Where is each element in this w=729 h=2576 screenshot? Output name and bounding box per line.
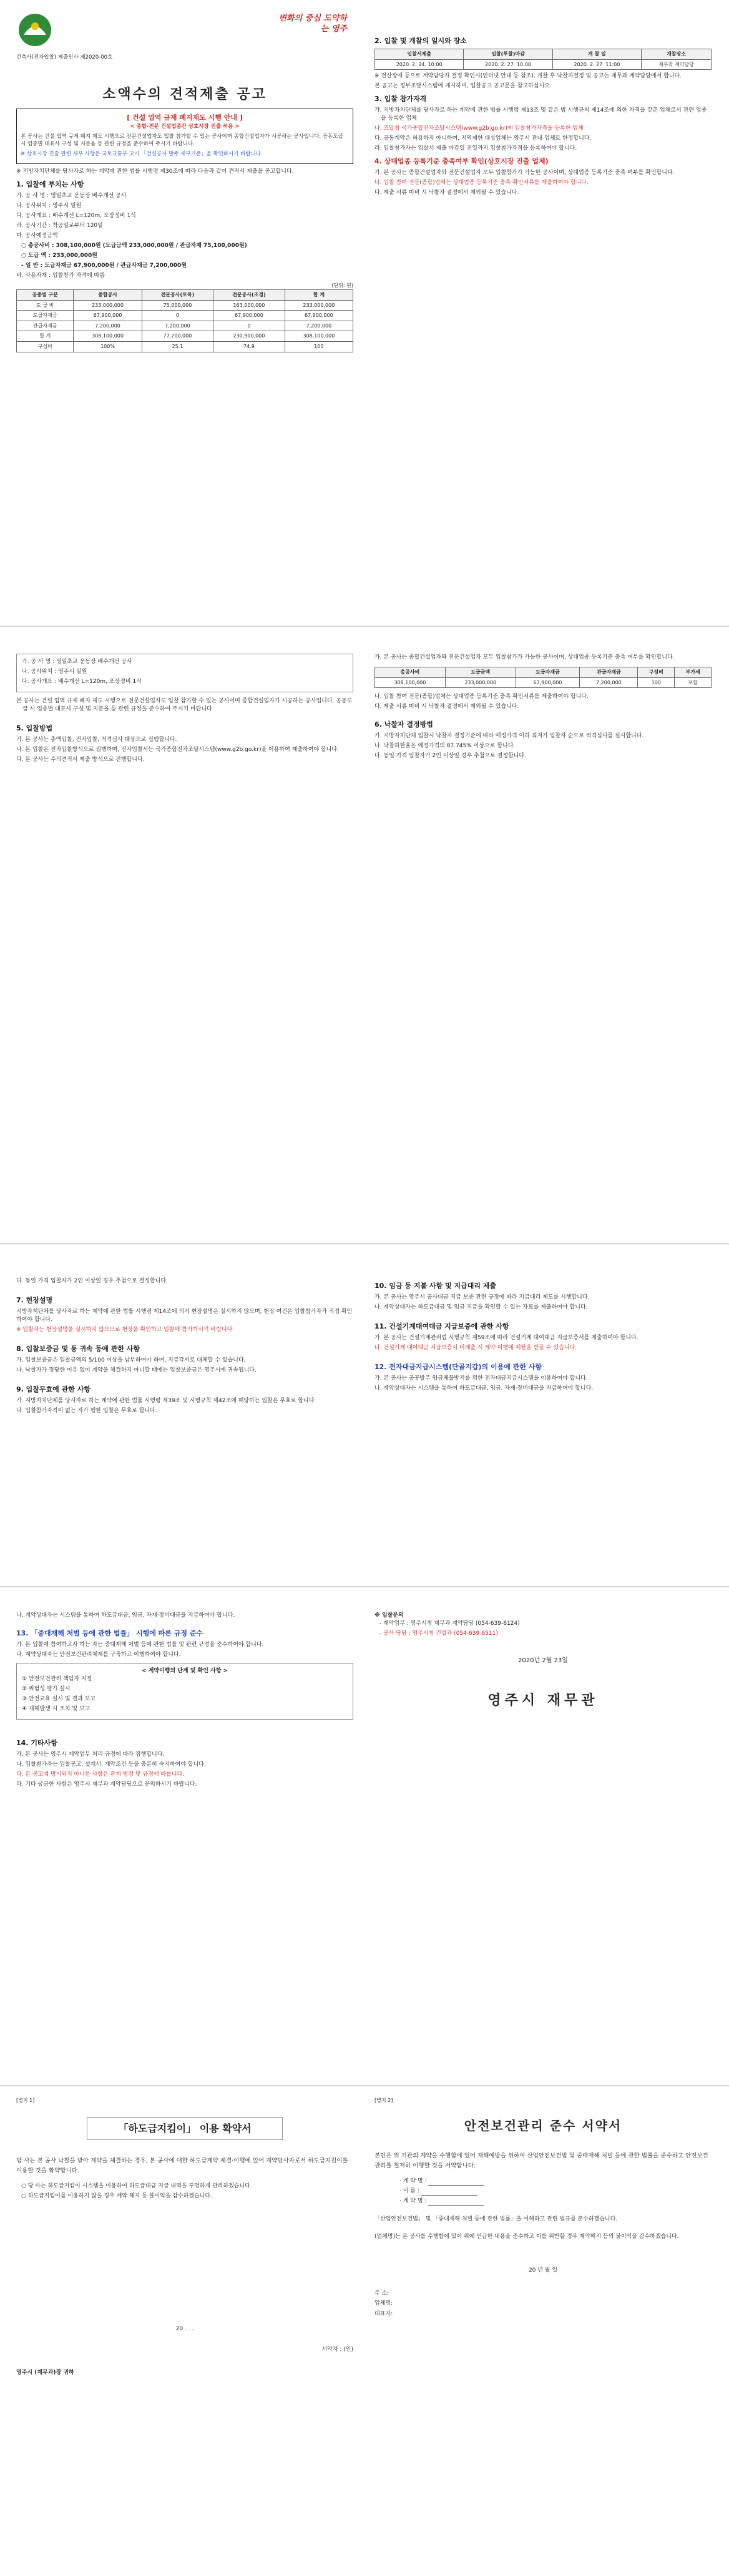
form2-title: 안전보건관리 준수 서약서 <box>464 2118 622 2133</box>
sec6-item: 가. 지방자치단체 입찰시 낙찰자 결정기준에 따라 예정가격 이하 최저가 입찰자 순으로 적격심사를 실시합니다. <box>374 733 644 740</box>
sec3-item: 다. 공동계약은 허용하지 아니하며, 지역제한 대상업체는 영주시 관내 업체로 한정합니다. <box>374 135 592 142</box>
form2-company: 업체명: <box>374 2300 393 2307</box>
form2-addr: 주 소: <box>374 2290 389 2297</box>
footer-org: 영주시 재무관 <box>487 1692 599 1708</box>
contact-item: - 계약업무 : 영주시청 재무과 계약담당 (054-639-6124) <box>379 1620 520 1627</box>
page3-right-column <box>374 1277 712 1395</box>
form1 <box>16 2097 353 2377</box>
page1-right-column <box>374 32 712 199</box>
sec1-budget-table <box>16 289 353 352</box>
table-cell: 233,000,000 <box>445 677 516 688</box>
table-cell: 관급자재금 <box>17 321 74 331</box>
sec13-box-item: ④ 재해발생 시 조치 및 보고 <box>22 1706 91 1713</box>
table-header: 개찰장소 <box>642 49 712 59</box>
table-cell: 233,000,000 <box>74 300 142 311</box>
notice-body-repeat: 본 공사는 건설 업역 규제 폐지 제도 시행으로 전문건설업자도 입찰 참가할 수 있는 공사이며 종합건설업자가 시공하는 공사입니다. 공동도급 시 업종별 대표사 구성 및 지분율 등 관련 규정을 준수하여 주시기 바랍니다. <box>16 698 353 713</box>
sec7-note: ※ 입찰자는 현장설명을 실시하지 않으므로 현장을 확인하고 입찰에 참가하시기 바랍니다. <box>16 1327 235 1334</box>
table-cell: 308,100,000 <box>375 677 446 688</box>
sec10-item: 가. 본 공사는 영주시 공사대금 지급 보증 관련 규정에 따라 지급대리 제도를 시행합니다. <box>374 1294 590 1300</box>
sec14-item: 가. 본 공사는 영주시 계약업무 처리 규정에 따라 집행합니다. <box>16 1751 165 1758</box>
sec12-item-repeat: 나. 계약상대자는 시스템을 통하여 하도급대금, 임금, 자재·장비대금을 지급하여야 합니다. <box>16 1612 235 1619</box>
form2-date: 20 년 월 일 <box>528 2267 558 2274</box>
form1-date: 20 . . . <box>175 2326 194 2333</box>
table-cell: 7,200,000 <box>285 321 353 331</box>
table-header: 합 계 <box>285 290 353 301</box>
form1-item: ○ 당 사는 하도급지킴이 시스템을 이용하여 하도급대금 지급 내역을 투명하게 관리하겠습니다. <box>21 2183 252 2190</box>
sec11-item: 가. 본 공사는 건설기계관리법 시행규칙 제59조에 따라 건설기계 대여대금 지급보증서를 제출하여야 합니다. <box>374 1334 638 1341</box>
table-header: 도급자재금 <box>516 667 580 678</box>
page2-info-box <box>16 654 353 692</box>
form2-fields <box>399 2177 712 2206</box>
form1-recipient: 영주시 (재무과)장 귀하 <box>16 2370 74 2376</box>
sec9-title: 9. 입찰무효에 관한 사항 <box>16 1385 91 1394</box>
table-cell: 2020. 2. 27. 11:00 <box>552 59 641 70</box>
table-row <box>17 311 353 321</box>
sec2-schedule-table <box>374 49 712 70</box>
notice-sub: ※ 상호시장 진출 관련 세부 사항은 국토교통부 고시 「건설공사 발주 세부기준」을 확인하시기 바랍니다. <box>21 150 263 157</box>
table-cell: 74.9 <box>213 342 285 352</box>
sec13-item: 가. 본 입찰에 참여하고자 하는 자는 중대재해 처벌 등에 관한 법률 및 관련 규정을 준수하여야 합니다. <box>16 1641 264 1648</box>
sec13-title: 13. 「중대재해 처벌 등에 관한 법률」 시행에 따른 규정 준수 <box>16 1629 203 1638</box>
sec10-item: 나. 계약상대자는 하도급대금 및 임금 지급을 확인할 수 있는 자료를 제출하여야 합니다. <box>374 1304 588 1310</box>
form2-field-input[interactable] <box>421 2189 477 2196</box>
sec2-note: ※ 전산장애 등으로 계약담당자 결정 확인시(인터넷 안내 등 참조), 개찰 후 낙찰자결정 및 공고는 재무과 계약담당에서 합니다. <box>374 73 682 80</box>
sec3-item: 라. 입찰참가자는 입찰서 제출 마감일 전일까지 입찰참가자격을 등록하여야 합니다. <box>374 145 577 152</box>
table-row <box>375 677 712 688</box>
sec12-title: 12. 전자대금지급시스템(단골지갑)의 이용에 관한 사항 <box>374 1363 542 1372</box>
sec1-item: 가. 공 사 명 : 영일초교 운동장 배수개선 공사 <box>16 193 127 200</box>
sec9-item: 가. 지방자치단체를 당사자로 하는 계약에 관한 법률 시행령 제39조 및 시행규칙 제42조에 해당하는 입찰은 무효로 합니다. <box>16 1398 316 1405</box>
sec4-item-repeat: 나. 입찰 참여 전문(종합)업체는 상대업종 등록기준 충족 확인서류를 제출하여야 합니다. <box>374 694 589 700</box>
sec7-body: 지방자치단체를 당사자로 하는 계약에 관한 법률 시행령 제14조에 의거 현장설명은 실시하지 않으며, 현장 여건은 입찰참가자가 직접 확인하여야 합니다. <box>16 1308 353 1324</box>
sec6-item: 나. 낙찰하한율은 예정가격의 87.745% 이상으로 합니다. <box>374 743 516 750</box>
table-cell: 포함 <box>675 677 712 688</box>
table-header: 관급자재금 <box>580 667 638 678</box>
table-cell: 308,100,000 <box>285 331 353 342</box>
table-row <box>17 300 353 311</box>
table-cell: 67,900,000 <box>213 311 285 321</box>
org-line: 건축사(전자입찰) 제출인사 제2020-00호 <box>16 54 113 61</box>
table-header: 구성비 <box>638 667 675 678</box>
sec12-item: 가. 본 공사는 공공발주 임금체불방지를 위한 전자대금지급시스템을 이용하여야 합니다. <box>374 1375 588 1382</box>
sec3-title: 3. 입찰 참가자격 <box>374 95 427 104</box>
notice-headline: [ 건설 업역 규제 폐지제도 시행 안내 ] <box>127 113 243 122</box>
table-cell: 67,900,000 <box>74 311 142 321</box>
sec8-title: 8. 입찰보증금 및 동 귀속 등에 관한 사항 <box>16 1345 140 1353</box>
city-logo-icon <box>16 11 54 49</box>
page-title: 소액수의 견적제출 공고 <box>102 87 267 102</box>
sec13-box-item: ③ 안전교육 실시 및 결과 보고 <box>22 1696 96 1703</box>
page4-left-column <box>16 1612 353 1791</box>
table-cell: 25.1 <box>142 342 213 352</box>
sec1-item-repeat: 가. 공 사 명 : 영일초교 운동장 배수개선 공사 <box>22 659 132 665</box>
sec1-item: 다. 공사개요 : 배수개선 L=120m, 포장정비 1식 <box>16 213 136 220</box>
sec4-item-repeat: 다. 제출 서류 미비 시 낙찰자 결정에서 제외될 수 있습니다. <box>374 704 519 710</box>
form1-signer: 서약자 : (인) <box>321 2346 353 2353</box>
sec1-table-unit: (단위: 원) <box>331 283 353 289</box>
sec3-item: 가. 지방자치단체를 당사자로 하는 계약에 관한 법률 시행령 제13조 및 같은 법 시행규칙 제14조에 의한 자격을 갖춘 업체로서 관련 업종을 등록한 업체 <box>374 107 707 122</box>
notice-subheadline: < 종합-전문 건설업종간 상호시장 진출 허용 > <box>130 123 240 130</box>
sec3-item: 나. 조달청 국가종합전자조달시스템(www.g2b.go.kr)에 입찰참가자격을 등록한 업체 <box>374 125 584 132</box>
table-header: 개 찰 일 <box>552 49 641 59</box>
page-4 <box>0 1589 729 2082</box>
form2 <box>374 2097 712 2320</box>
table-cell: 7,200,000 <box>580 677 638 688</box>
sec1-item: - 일 반 : 도급자재금 67,900,000원 / 관급자재금 7,200,000원 <box>21 263 187 269</box>
table-cell: 7,200,000 <box>142 321 213 331</box>
table-header: 입찰서제출 <box>375 49 464 59</box>
sec9-item: 나. 입찰참가자격이 없는 자가 행한 입찰은 무효로 합니다. <box>16 1408 157 1415</box>
sec8-item: 가. 입찰보증금은 입찰금액의 5/100 이상을 납부하여야 하며, 지급각서로 대체할 수 있습니다. <box>16 1357 246 1364</box>
sec5-item: 가. 본 공사는 총액입찰, 전자입찰, 적격심사 대상으로 집행합니다. <box>16 737 177 743</box>
form2-field-input[interactable] <box>428 2199 484 2206</box>
table-header: 전문공사(조경) <box>213 290 285 301</box>
page-3 <box>0 1246 729 1583</box>
table-cell: 67,900,000 <box>285 311 353 321</box>
sec5-item: 나. 본 입찰은 전자입찰방식으로 집행하며, 전자입찰서는 국가종합전자조달시스템(www.g2b.go.kr)을 이용하여 제출하여야 합니다. <box>16 747 339 753</box>
form1-body: 당 사는 본 공사 낙찰을 받아 계약을 체결하는 경우, 본 공사에 대한 하도급계약 체결·이행에 있어 계약당사자로서 하도급지킴이를 이용할 것을 확약합니다. <box>16 2157 348 2174</box>
table-cell: 163,000,000 <box>213 300 285 311</box>
table-cell: 100 <box>638 677 675 688</box>
table-header: 종합공사 <box>74 290 142 301</box>
form2-field-input[interactable] <box>428 2179 484 2186</box>
sec4-title: 4. 상대업종 등록기준 충족여부 확인(상호시장 진출 업체) <box>374 157 549 166</box>
sec1-item: 라. 공사기간 : 착공일로부터 120일 <box>16 223 103 230</box>
table-row <box>17 331 353 342</box>
sec2-note2: 본 공고는 정부조달시스템에 게시하며, 입찰공고 공고문을 참고하십시오. <box>374 83 552 90</box>
sec13-box-item: ② 위험성 평가 실시 <box>22 1686 71 1693</box>
sec4-item: 다. 제출 서류 미비 시 낙찰자 결정에서 제외될 수 있습니다. <box>374 190 519 196</box>
sec4-item: 나. 입찰 참여 전문(종합)업체는 상대업종 등록기준 충족 확인서류를 제출하여야 합니다. <box>374 180 589 186</box>
table-cell: 재무과 계약담당 <box>642 59 712 70</box>
page-separator <box>0 1586 729 1587</box>
table-cell: 77,200,000 <box>142 331 213 342</box>
sec1-item: 나. 공사위치 : 영주시 일원 <box>16 203 82 210</box>
page-5 <box>0 2088 729 2576</box>
sec1-item: 마. 공사예정금액 <box>16 233 58 240</box>
page1-left-column <box>16 5 353 352</box>
contact-title: ※ 입찰문의 <box>374 1612 404 1619</box>
sec1-item-repeat: 나. 공사위치 : 영주시 일원 <box>22 669 87 675</box>
form1-title: 「하도급지킴이」 이용 확약서 <box>87 2117 283 2140</box>
table-cell: 7,200,000 <box>74 321 142 331</box>
page-separator <box>0 626 729 627</box>
table-cell: 75,000,000 <box>142 300 213 311</box>
sec1-items <box>16 192 353 280</box>
form2-field-row: · 계 약 명 : <box>399 2197 712 2206</box>
table-header: 입찰(투찰)마감 <box>464 49 552 59</box>
table-cell: 0 <box>213 321 285 331</box>
sec14-item: 라. 기타 궁금한 사항은 영주시 재무과 계약담당으로 문의하시기 바랍니다. <box>16 1781 197 1788</box>
table-cell: 67,900,000 <box>516 677 580 688</box>
page-1 <box>0 0 729 624</box>
sec11-title: 11. 건설기계대여대금 지급보증에 관한 사항 <box>374 1322 509 1331</box>
table-row <box>17 342 353 352</box>
page-separator <box>0 1243 729 1244</box>
sec5-title: 5. 입찰방법 <box>16 724 53 733</box>
table-header: 부가세 <box>675 667 712 678</box>
sec12-item: 나. 계약상대자는 시스템을 통하여 하도급대금, 임금, 자재·장비대금을 지급하여야 합니다. <box>374 1385 594 1392</box>
sec4-item-repeat: 가. 본 공사는 종합건설업자와 전문건설업자 모두 입찰참가가 가능한 공사이며, 상대업종 등록기준 충족 여부를 확인합니다. <box>374 654 675 661</box>
table-cell: 100% <box>74 342 142 352</box>
sec11-item: 나. 건설기계 대여대금 지급보증서 미제출 시 계약 이행에 제한을 받을 수 있습니다. <box>374 1345 577 1352</box>
page3-left-column <box>16 1277 353 1417</box>
page4-right-column <box>374 1612 712 1711</box>
sec4-item: 가. 본 공사는 종합건설업자와 전문건설업자 모두 입찰참가가 가능한 공사이며, 상대업종 등록기준 충족 여부를 확인합니다. <box>374 170 675 177</box>
form1-item: ○ 하도급지킴이를 이용하지 않을 경우 계약 해지 등 불이익을 감수하겠습니다. <box>21 2193 212 2200</box>
form2-ceo: 대표자: <box>374 2310 393 2317</box>
sec14-item: 다. 본 공고에 명시되지 아니한 사항은 관계 법령 및 규정에 따릅니다. <box>16 1771 185 1778</box>
sec1-title: 1. 입찰에 부치는 사항 <box>16 180 84 189</box>
sec13-item: 나. 계약상대자는 안전보건관리체계를 구축하고 이행하여야 합니다. <box>16 1652 181 1658</box>
table-header: 공종별 구분 <box>17 290 74 301</box>
sec14-title: 14. 기타사항 <box>16 1739 57 1748</box>
table-cell: 2020. 2. 24. 10:00 <box>375 59 464 70</box>
letterhead <box>16 5 353 80</box>
table-header: 전문공사(토목) <box>142 290 213 301</box>
notice-box <box>16 109 353 164</box>
contact-item: - 공사 담당 : 영주시청 건설과 (054-639-6511) <box>379 1630 498 1637</box>
sec5-amount-table <box>374 667 712 688</box>
page2-left-column <box>16 654 353 766</box>
sec1-item: ○ 도급 액 : 233,000,000원 <box>21 253 97 259</box>
slogan: 변화의 중심 도약하는 영주 <box>278 14 347 34</box>
sec2-title: 2. 입찰 및 개찰의 일시와 장소 <box>374 37 467 45</box>
sec8-item: 나. 낙찰자가 정당한 이유 없이 계약을 체결하지 아니할 때에는 입찰보증금은 영주시에 귀속됩니다. <box>16 1367 257 1374</box>
table-cell: 합 계 <box>17 331 74 342</box>
form2-label: [별지 2] <box>374 2098 393 2103</box>
sec1-item: ○ 총공사비 : 308,100,000원 (도급금액 233,000,000원 / 관급자재 75,100,000원) <box>21 243 247 249</box>
table-cell: 233,000,000 <box>285 300 353 311</box>
page-2 <box>0 629 729 1240</box>
table-header: 총공사비 <box>375 667 446 678</box>
table-cell: 도 급 비 <box>17 300 74 311</box>
notice-body: 본 공사는 건설 업역 규제 폐지 제도 시행으로 전문건설업자도 입찰 참가할 수 있는 공사이며 종합건설업자가 시공하는 공사입니다. 공동도급 시 업종별 대표사 구성 및 지분율 등 관련 규정을 준수하여 주시기 바랍니다. <box>21 133 343 148</box>
table-cell: 0 <box>142 311 213 321</box>
table-cell: 2020. 2. 27. 10:00 <box>464 59 552 70</box>
sec6-title: 6. 낙찰자 결정방법 <box>374 720 433 729</box>
sec14-item: 나. 입찰참가자는 입찰공고, 설계서, 계약조건 등을 충분히 숙지하여야 합니다. <box>16 1761 206 1768</box>
sec1-item-repeat: 다. 공사개요 : 배수개선 L=120m, 포장정비 1식 <box>22 679 142 685</box>
form2-field-row: · 이 름 : <box>399 2187 712 2196</box>
sec7-title: 7. 현장설명 <box>16 1296 53 1305</box>
table-cell: 도급자재금 <box>17 311 74 321</box>
sec5-item: 다. 본 공사는 수의견적서 제출 방식으로 진행합니다. <box>16 757 145 763</box>
footer-date: 2020년 2월 23일 <box>518 1657 568 1665</box>
form2-law: 「산업안전보건법」 및 「중대재해 처벌 등에 관한 법률」을 이해하고 관련 법규를 준수하겠습니다. <box>374 2216 618 2223</box>
sec6-item-repeat: 다. 동일 가격 입찰자가 2인 이상일 경우 추첨으로 결정합니다. <box>16 1278 168 1284</box>
sec13-box <box>16 1663 353 1720</box>
page2-right-column <box>374 654 712 762</box>
sec1-item: 바. 사용자재 : 입찰참가 자격에 따름 <box>16 273 105 279</box>
table-cell: 230,900,000 <box>213 331 285 342</box>
sec13-box-item: ① 안전보건관리 책임자 지정 <box>22 1676 92 1683</box>
table-header: 도급금액 <box>445 667 516 678</box>
form2-body2: (업체명)는 본 공사를 수행함에 있어 위에 언급한 내용을 준수하고 이를 위반할 경우 계약해지 등의 불이익을 감수하겠습니다. <box>374 2234 679 2240</box>
sec10-title: 10. 임금 등 지불 사항 및 지급대리 제출 <box>374 1282 497 1290</box>
intro-text: ※ 지방자치단체를 당사자로 하는 계약에 관한 법률 시행령 제30조에 따라 다음과 같이 견적서 제출을 공고합니다. <box>16 168 294 175</box>
table-row <box>17 321 353 331</box>
sec13-box-title: < 계약이행의 단계 및 확인 사항 > <box>141 1668 228 1675</box>
table-row <box>375 59 712 70</box>
sec6-item: 다. 동일 가격 입찰자가 2인 이상일 경우 추첨으로 결정합니다. <box>374 753 526 760</box>
form1-label: [별지 1] <box>16 2098 35 2103</box>
form2-field-row: · 계 약 명 : <box>399 2177 712 2186</box>
page-separator <box>0 2085 729 2086</box>
form2-body: 본인은 위 기관의 계약을 수행함에 있어 재해예방을 위하여 산업안전보건법 및 중대재해 처벌 등에 관한 법률을 준수하고 안전보건관리를 철저히 이행할 것을 서약합니다. <box>374 2152 708 2169</box>
table-cell: 100 <box>285 342 353 352</box>
table-cell: 구성비 <box>17 342 74 352</box>
table-cell: 308,100,000 <box>74 331 142 342</box>
